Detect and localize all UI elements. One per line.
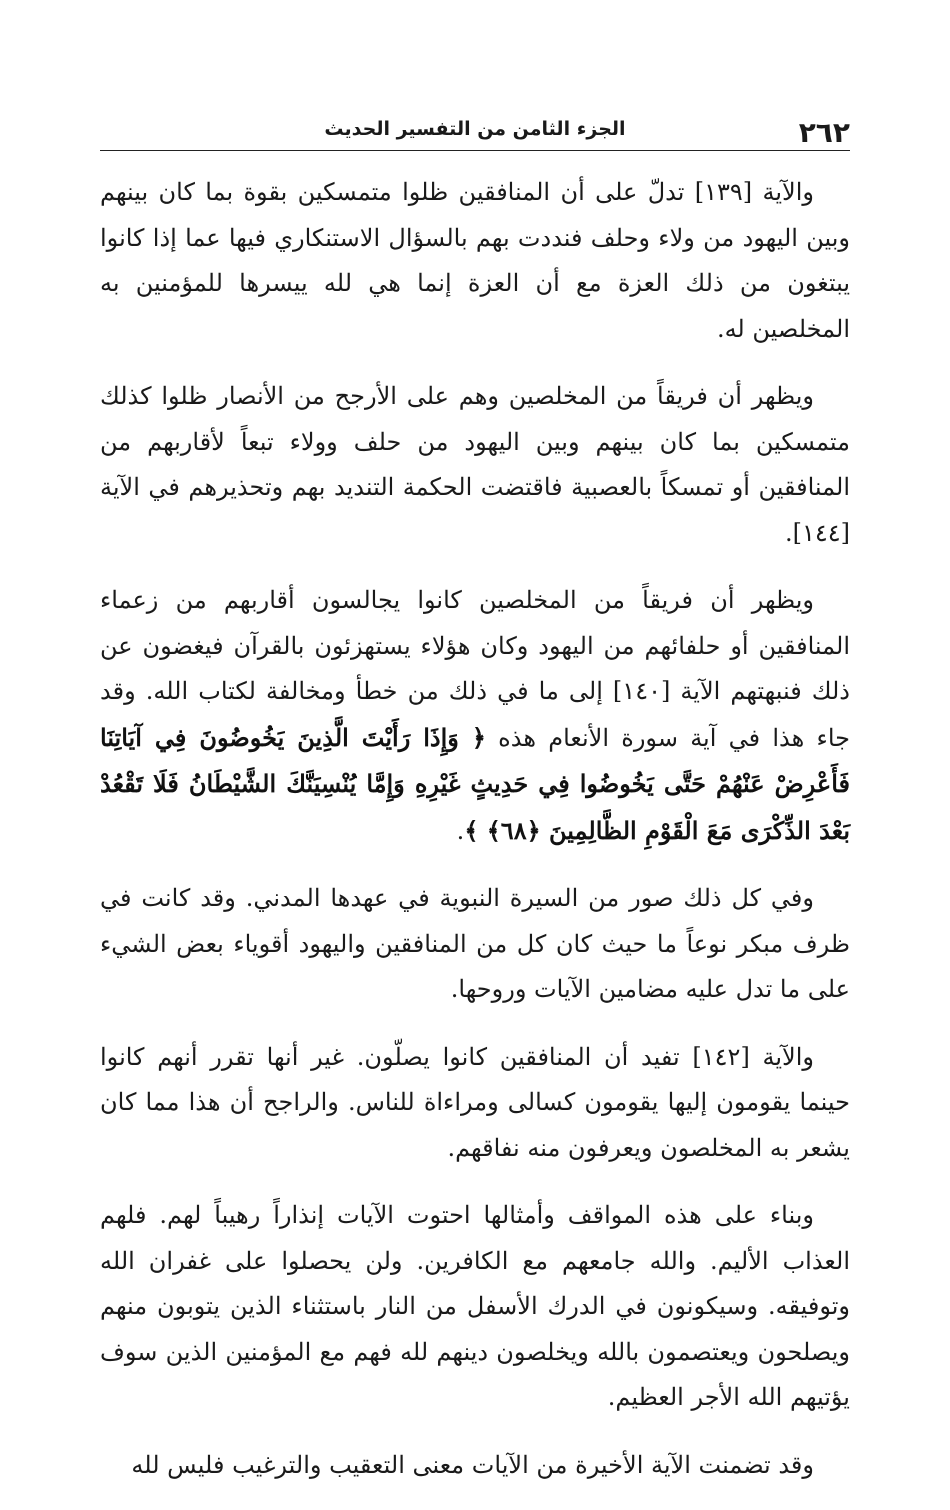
paragraph-7: وقد تضمنت الآية الأخيرة من الآيات معنى التعقيب والترغيب فليس لله (131, 1450, 814, 1479)
body-text (100, 170, 850, 1510)
running-title: الجزء الثامن من التفسير الحديث (324, 118, 626, 140)
paragraph-4: وفي كل ذلك صور من السيرة النبوية في عهدها المدني. وقد كانت في ظرف مبكر نوعاً ما حيث كان كل من المنافقين واليهود أقوياء بعض الشيء على ما تدل عليه مضامين الآيات وروحها. (100, 884, 850, 1003)
paragraph-2: ويظهر أن فريقاً من المخلصين وهم على الأرجح من الأنصار ظلوا كذلك متمسكين بما كان بينهم وبين اليهود من حلف وولاء تبعاً لأقاربهم من المنافقين أو تمسكاً بالعصبية فاقتضت الحكمة التنديد بهم وتحذيرهم في الآية [١٤٤]. (100, 382, 850, 547)
quran-verse: ﴿ وَإِذَا رَأَيْتَ الَّذِينَ يَخُوضُونَ فِي آيَاتِنَا فَأَعْرِضْ عَنْهُمْ حَتَّى يَخُوضُوا فِي حَدِيثٍ غَيْرِهِ وَإِمَّا يُنْسِيَنَّكَ الشَّيْطَانُ فَلَا تَقْعُدْ بَعْدَ الذِّكْرَى مَعَ الْقَوْمِ الظَّالِمِينَ ﴿٦٨﴾ ﴾ (100, 722, 850, 845)
paragraph-5: والآية [١٤٢] تفيد أن المنافقين كانوا يصلّون. غير أنها تقرر أنهم كانوا حينما يقومون إليها يقومون كسالى ومراءاة للناس. والراجح أن هذا مما كان يشعر به المخلصون ويعرفون منه نفاقهم. (100, 1042, 851, 1162)
paragraph-6: وبناء على هذه المواقف وأمثالها احتوت الآيات إنذاراً رهيباً لهم. فلهم العذاب الأليم. والله جامعهم مع الكافرين. ولن يحصلوا على غفران الله وتوفيقه. وسيكونون في الدرك الأسفل من النار باستثناء الذين يتوبون منهم ويصلحون ويعتصمون بالله ويخلصون دينهم لله فهم مع المؤمنين الذين سوف يؤتيهم الله الأجر العظيم. (100, 1201, 850, 1411)
paragraph-3-text: ويظهر أن فريقاً من المخلصين كانوا يجالسون أقاربهم من زعماء المنافقين أو حلفائهم من اليهود وكان هؤلاء يستهزئون بالقرآن فيغضون عن ذلك فنبهتهم الآية [١٤٠] إلى ما في ذلك من خطأ ومخالفة لكتاب الله. وقد جاء هذا في آية سورة الأنعام هذه (100, 586, 850, 752)
paragraph-3 (100, 578, 850, 854)
paragraph-3-end: . (456, 816, 465, 845)
paragraph-1: والآية [١٣٩] تدلّ على أن المنافقين ظلوا متمسكين بقوة بما كان بينهم وبين اليهود من ولاء وحلف فنددت بهم بالسؤال الاستنكاري فيها عما إذا كانوا يبتغون من ذلك العزة مع أن العزة إنما هي لله ييسرها للمؤمنين به المخلصين له. (100, 178, 850, 343)
page-header (100, 112, 850, 151)
page-number: ٢٦٢ (798, 116, 850, 149)
